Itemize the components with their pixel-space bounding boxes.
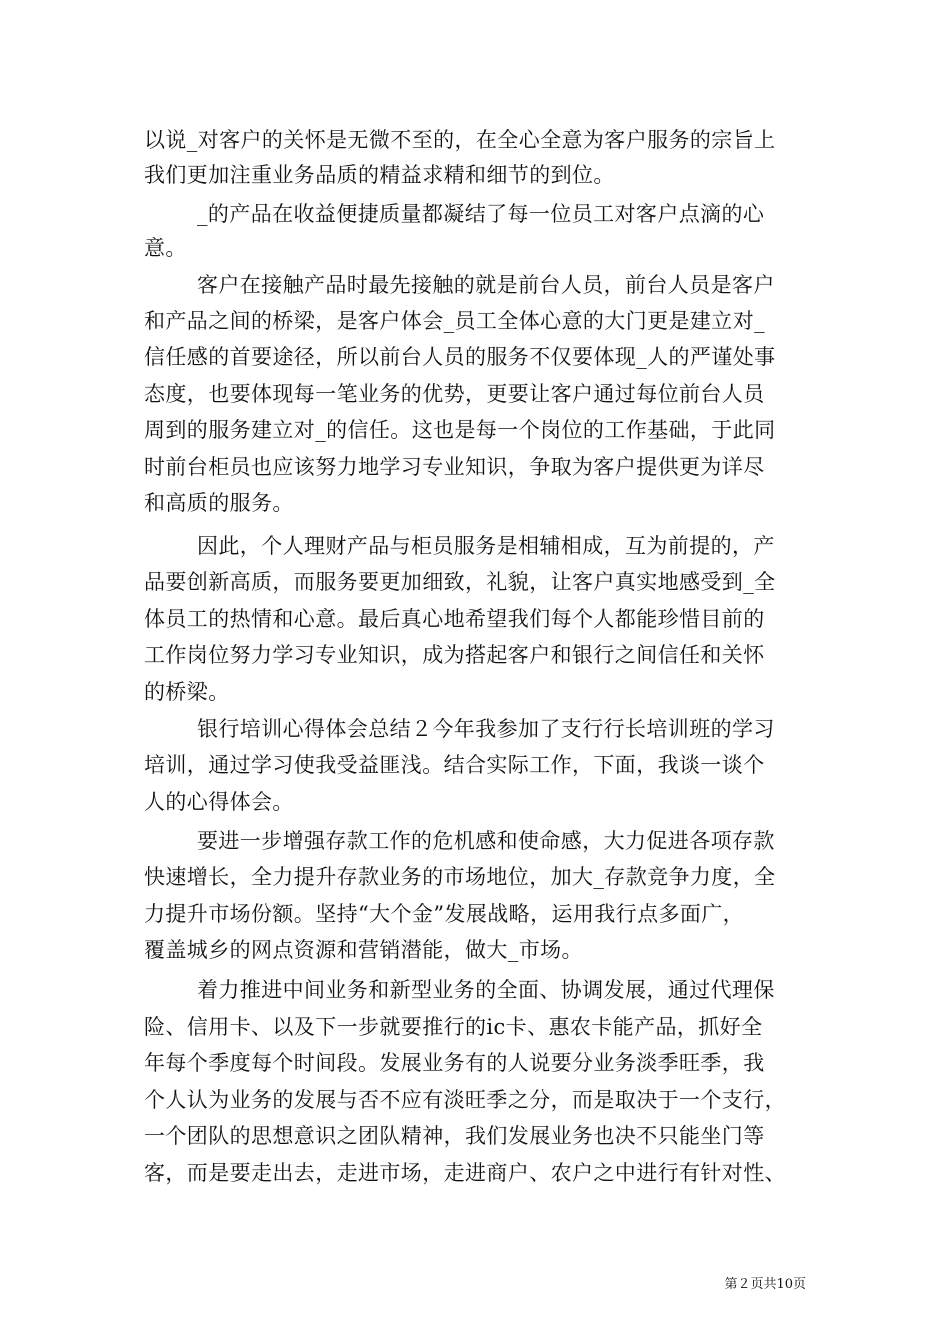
text-line: 年每个季度每个时间段。发展业务有的人说要分业务淡季旺季，我 — [144, 1051, 765, 1075]
text-line: 快速增长，全力提升存款业务的市场地位，加大_存款竞争力度，全 — [144, 865, 776, 889]
text-line: 信任感的首要途径，所以前台人员的服务不仅要体现_人的严谨处事 — [144, 345, 776, 369]
text-line: 客户在接触产品时最先接触的就是前台人员，前台人员是客户 — [197, 273, 775, 297]
text-line: 险、信用卡、以及下一步就要推行的ic卡、惠农卡能产品，抓好全 — [144, 1015, 763, 1039]
text-line: 工作岗位努力学习专业知识，成为搭起客户和银行之间信任和关怀 — [144, 643, 765, 667]
text-line: 态度，也要体现每一笔业务的优势，更要让客户通过每位前台人员 — [144, 382, 765, 406]
text-line: 培训，通过学习使我受益匪浅。结合实际工作，下面，我谈一谈个 — [144, 753, 765, 777]
text-line: 个人认为业务的发展与否不应有淡旺季之分，而是取决于一个支行， — [144, 1088, 786, 1112]
text-line: 时前台柜员也应该努力地学习专业知识，争取为客户提供更为详尽 — [144, 455, 765, 479]
text-line: 客，而是要走出去，走进市场，走进商户、农户之中进行有针对性、 — [144, 1161, 786, 1185]
text-line: _的产品在收益便捷质量都凝结了每一位员工对客户点滴的心 — [197, 202, 765, 226]
page-number-footer: 第２页共10页 — [724, 1277, 806, 1292]
text-line: 以说_对客户的关怀是无微不至的，在全心全意为客户服务的宗旨上 — [144, 128, 776, 152]
text-line: 品要创新高质，而服务要更加细致，礼貌，让客户真实地感受到_全 — [144, 570, 776, 594]
text-line: 覆盖城乡的网点资源和营销潜能，做大_市场。 — [144, 938, 583, 962]
text-line: 意。 — [144, 236, 187, 260]
text-line: 和高质的服务。 — [144, 491, 294, 515]
text-line: 人的心得体会。 — [144, 790, 294, 814]
text-line: 体员工的热情和心意。最后真心地希望我们每个人都能珍惜目前的 — [144, 607, 765, 631]
text-line: 要进一步增强存款工作的危机感和使命感，大力促进各项存款 — [197, 829, 775, 853]
text-line: 周到的服务建立对_的信任。这也是每一个岗位的工作基础，于此同 — [144, 418, 776, 442]
text-line: 和产品之间的桥梁，是客户体会_员工全体心意的大门更是建立对_ — [144, 309, 765, 333]
text-line: 力提升市场份额。坚持“大个金”发展战略，运用我行点多面广， — [144, 902, 745, 926]
text-line: 银行培训心得体会总结２今年我参加了支行行长培训班的学习 — [197, 717, 775, 741]
text-line: 的桥梁。 — [144, 680, 230, 704]
text-line: 着力推进中间业务和新型业务的全面、协调发展，通过代理保 — [197, 978, 775, 1002]
text-line: 因此，个人理财产品与柜员服务是相辅相成，互为前提的，产 — [197, 534, 775, 558]
text-line: 一个团队的思想意识之团队精神，我们发展业务也决不只能坐门等 — [144, 1124, 765, 1148]
text-line: 我们更加注重业务品质的精益求精和细节的到位。 — [144, 163, 615, 187]
